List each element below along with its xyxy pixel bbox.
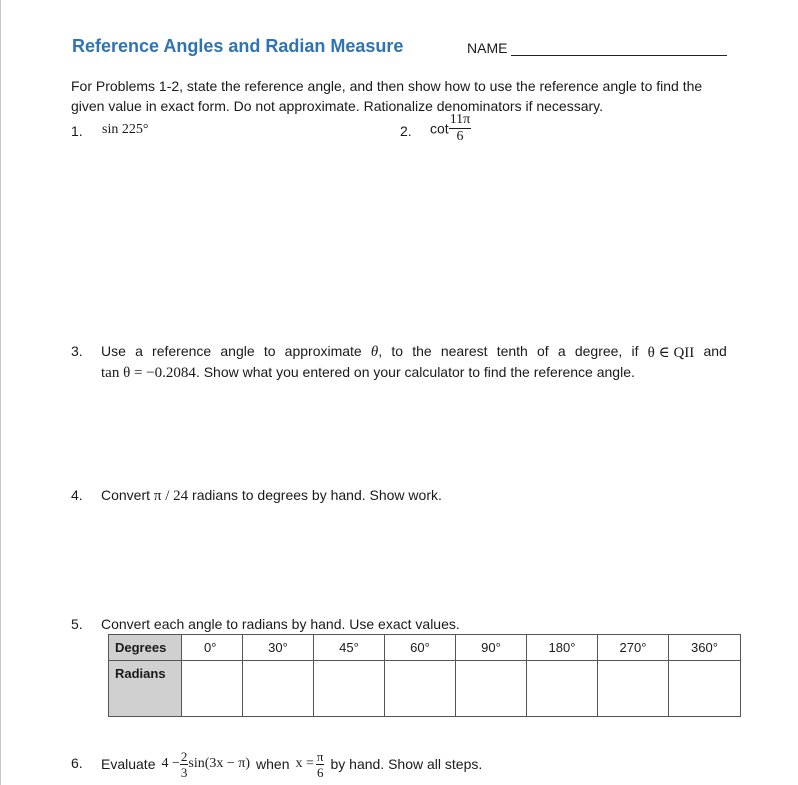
problem-3-word-to2: to (391, 343, 404, 359)
problem-3-word-tenth: tenth (496, 343, 528, 359)
problem-6-coef-numerator: 2 (180, 748, 188, 764)
conversion-table (108, 634, 741, 717)
degrees-header: Degrees (109, 635, 182, 661)
problem-3-word-the: the (412, 343, 432, 359)
problem-1-expression: sin 225° (102, 122, 149, 137)
problem-3-tan-expression: tan θ = −0.2084 (101, 365, 196, 381)
problem-3-word-degree: degree, (574, 343, 623, 359)
radian-answer-cell[interactable] (314, 661, 385, 717)
problem-6-number: 6. (71, 755, 83, 771)
problem-3-word-of: of (537, 343, 549, 359)
problem-3-word-and: and (703, 343, 727, 359)
radian-answer-cell[interactable] (527, 661, 598, 717)
problem-6-x-numerator: π (316, 748, 324, 764)
radians-header: Radians (109, 661, 182, 717)
name-label: NAME (467, 40, 508, 56)
problem-2-expression (430, 113, 471, 144)
problem-3-word-reference: reference (152, 343, 212, 359)
problem-6-text-b: when (256, 756, 290, 772)
problem-6-coefficient (180, 750, 189, 779)
problem-3-word-angle: angle (220, 343, 255, 359)
degree-cell: 45° (314, 635, 385, 661)
degree-cell: 60° (385, 635, 456, 661)
problem-6-coef-denominator: 3 (180, 764, 188, 780)
instructions: For Problems 1-2, state the reference angle, and then show how to use the reference angle to find the given value in exact form. Do not approximate. Rationalize denominators if necessary. (71, 78, 703, 114)
page-edge (0, 0, 1, 785)
problem-2-numerator: 11π (449, 112, 471, 127)
radian-answer-cell[interactable] (598, 661, 669, 717)
radian-answer-cell[interactable] (385, 661, 456, 717)
problem-2-fraction (449, 113, 472, 144)
problem-6-x-equals: x = (295, 756, 314, 771)
degrees-row (109, 635, 741, 661)
problem-3-word-if: if (631, 343, 639, 359)
problem-3-text-2: . Show what you entered on your calculator to find the reference angle. (195, 364, 635, 380)
radian-answer-cell[interactable] (456, 661, 527, 717)
problem-6-expr-post: sin(3x − π) (188, 756, 251, 771)
degree-cell: 30° (243, 635, 314, 661)
problem-4-number: 4. (71, 487, 83, 503)
problem-2-denominator: 6 (456, 129, 464, 144)
degree-cell: 360° (669, 635, 741, 661)
radians-row (109, 661, 741, 717)
problem-5-text: Convert each angle to radians by hand. Use exact values. (101, 616, 460, 632)
problem-6-text-c: by hand. Show all steps. (330, 756, 483, 772)
problem-3-word-use: Use (101, 343, 126, 359)
problem-4-text (101, 487, 442, 505)
problem-3-word-nearest: nearest (440, 343, 488, 359)
problem-4-text-b: radians to degrees by hand. Show work. (188, 487, 442, 503)
degree-cell: 90° (456, 635, 527, 661)
problem-3-theta: θ, (370, 343, 383, 360)
problem-3-number: 3. (71, 343, 83, 359)
problem-2-number: 2. (400, 123, 412, 139)
radian-answer-cell[interactable] (243, 661, 314, 717)
page-title: Reference Angles and Radian Measure (72, 36, 404, 56)
degree-cell: 0° (182, 635, 243, 661)
problem-4-text-a: Convert (101, 487, 154, 503)
problem-6-x-fraction (316, 750, 325, 779)
problem-3-word-a2: a (557, 343, 566, 359)
name-field-line[interactable] (511, 55, 727, 56)
problem-6-expr-pre: 4 − (161, 756, 180, 771)
radian-answer-cell[interactable] (182, 661, 243, 717)
degree-cell: 270° (598, 635, 669, 661)
problem-3-line-1 (101, 343, 727, 362)
degree-cell: 180° (527, 635, 598, 661)
problem-6-text (101, 745, 482, 783)
problem-3-word-a: a (135, 343, 143, 359)
radian-answer-cell[interactable] (669, 661, 741, 717)
problem-6-text-a: Evaluate (101, 756, 156, 772)
problem-5-number: 5. (71, 616, 83, 632)
problem-6-x-denominator: 6 (316, 764, 324, 780)
problem-4-expression: π / 24 (153, 488, 189, 504)
problem-3-word-to: to (263, 343, 276, 359)
problem-3-line-2 (101, 364, 635, 382)
problem-3-word-approximate: approximate (284, 343, 362, 359)
problem-3-condition: θ ∈ QII (647, 345, 695, 361)
problem-1-number: 1. (71, 123, 83, 139)
problem-2-func: cot (430, 120, 449, 137)
